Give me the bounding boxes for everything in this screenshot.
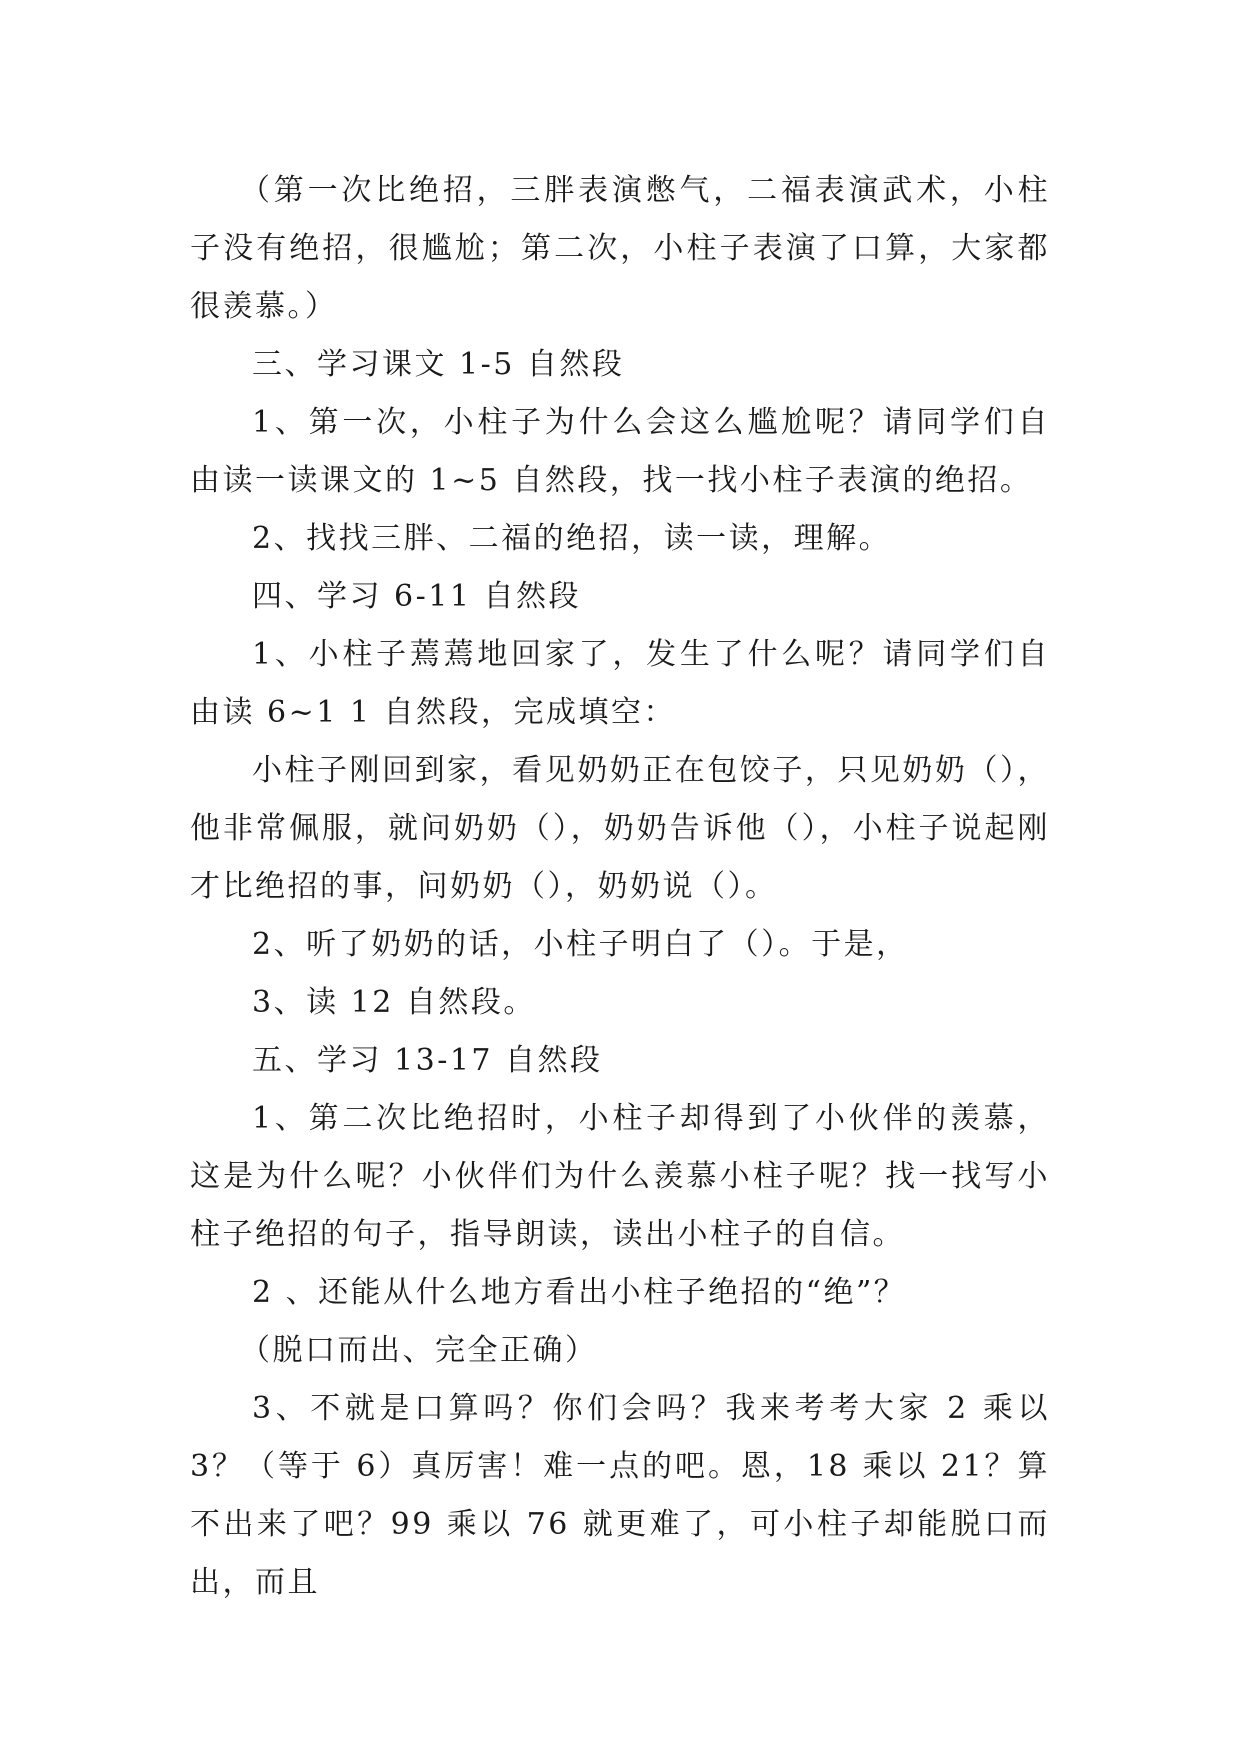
paragraph-4-2: 2、听了奶奶的话，小柱子明白了（）。于是， [252, 927, 909, 962]
paragraph-5-3: 3、不就是口算吗？你们会吗？我来考考大家 2 乘以 3？（等于 6）真厉害！难一点的吧。恩，18 乘以 21？算不出来了吧？99 乘以 76 就更难了，可小柱子却能脱口而出，而且 [190, 1391, 1050, 1600]
document-body [190, 162, 1050, 1612]
section-heading-4: 四、学习 6-11 自然段 [252, 579, 581, 614]
section-heading-3: 三、学习课文 1-5 自然段 [252, 347, 625, 382]
section-heading-5: 五、学习 13-17 自然段 [252, 1043, 603, 1078]
paragraph-5-1: 1、第二次比绝招时，小柱子却得到了小伙伴的羡慕，这是为什么呢？小伙伴们为什么羡慕小柱子呢？找一找写小柱子绝招的句子，指导朗读，读出小柱子的自信。 [190, 1101, 1050, 1252]
paragraph-answer-note: （脱口而出、完全正确） [240, 1333, 598, 1368]
paragraph-3-2: 2、找找三胖、二福的绝招，读一读，理解。 [252, 521, 892, 556]
paragraph-fill-in: 小柱子刚回到家，看见奶奶正在包饺子，只见奶奶（），他非常佩服，就问奶奶（），奶奶告诉他（），小柱子说起刚才比绝招的事，问奶奶（），奶奶说（）。 [190, 753, 1050, 904]
paragraph-4-1: 1、小柱子蔫蔫地回家了，发生了什么呢？请同学们自由读 6~1 1 自然段，完成填空： [190, 637, 1050, 730]
paragraph-5-2: 2 、还能从什么地方看出小柱子绝招的“绝”？ [252, 1275, 907, 1310]
paragraph-4-3: 3、读 12 自然段。 [252, 985, 536, 1020]
paragraph-summary: （第一次比绝招，三胖表演憋气，二福表演武术，小柱子没有绝招，很尴尬；第二次，小柱子表演了口算，大家都很羡慕。） [190, 173, 1050, 324]
paragraph-3-1: 1、第一次，小柱子为什么会这么尴尬呢？请同学们自由读一读课文的 1~5 自然段，找一找小柱子表演的绝招。 [190, 405, 1050, 498]
